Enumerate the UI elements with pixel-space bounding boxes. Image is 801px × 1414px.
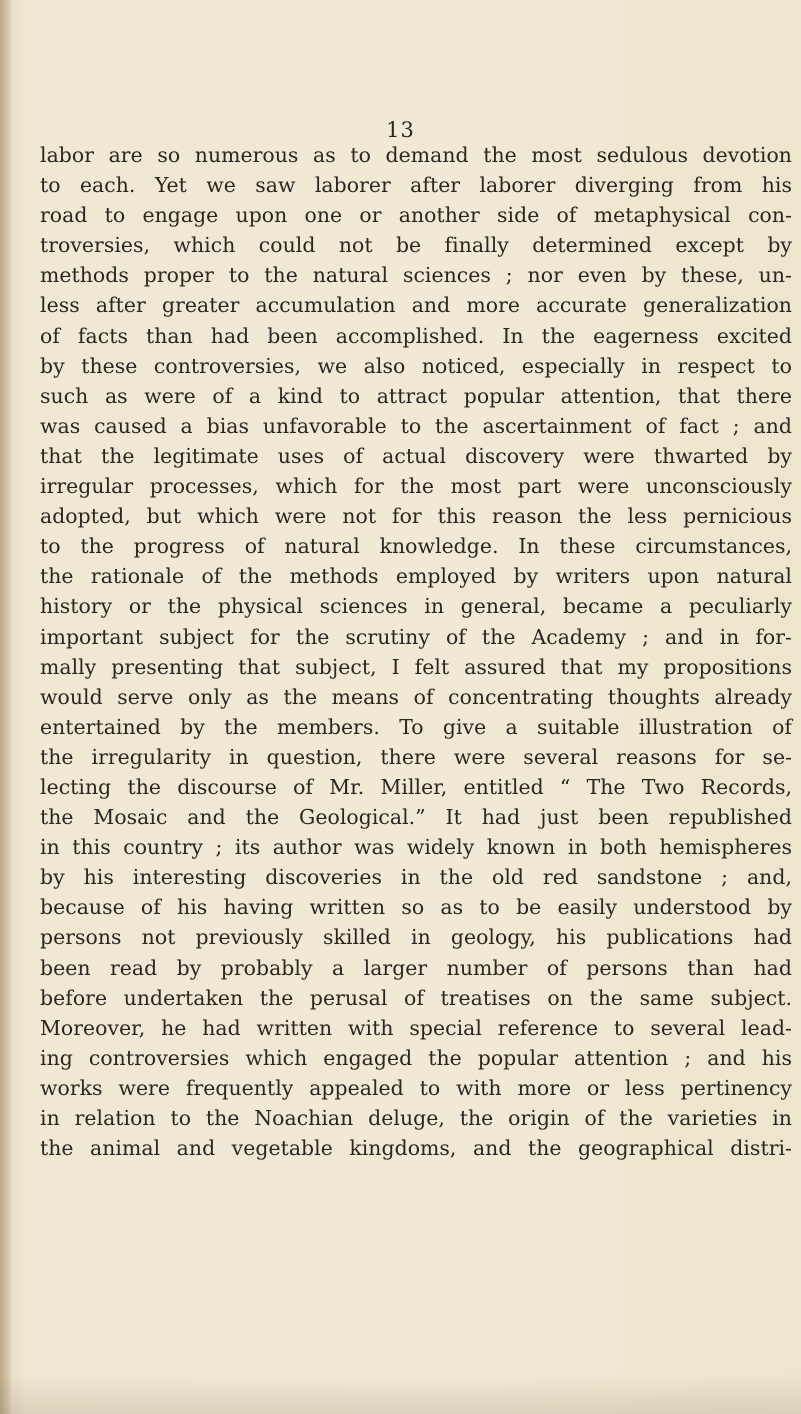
text-line: in relation to the Noachian deluge, the origin of the varieties in [40,1106,792,1130]
text-line: before undertaken the perusal of treatises on the same subject. [40,985,792,1010]
text-line: irregular processes, which for the most part were unconsciously [40,474,792,499]
text-line: of facts than had been accomplished. In the eagerness excited [40,323,792,348]
text-line: methods proper to the natural sciences ; nor even by these, un- [40,263,792,288]
text-line: that the legitimate uses of actual discovery were thwarted by [40,443,792,468]
text-line: persons not previously skilled in geology, his publications had [40,925,792,950]
text-line: the Mosaic and the Geological.” It had just been republished [40,805,792,830]
text-line: the rationale of the methods employed by writers upon natural [40,564,792,589]
text-line: would serve only as the means of concentrating thoughts already [40,684,792,709]
text-line: less after greater accumulation and more accurate generalization [40,293,792,318]
text-line: to each. Yet we saw laborer after laborer diverging from his [40,173,792,198]
text-line: Moreover, he had written with special reference to several lead- [40,1015,792,1040]
text-line: road to engage upon one or another side of metaphysical con- [40,203,792,228]
text-line: ing controversies which engaged the popular attention ; and his [40,1045,792,1070]
text-line: works were frequently appealed to with more or less pertinency [40,1075,792,1100]
page-number: 13 [386,118,415,142]
text-line: by these controversies, we also noticed, especially in respect to [40,353,792,378]
text-line: been read by probably a larger number of persons than had [40,955,792,980]
page-binding-edge [0,0,12,1414]
text-line: history or the physical sciences in general, became a peculiarly [40,594,792,619]
text-line: entertained by the members. To give a suitable illustration of [40,714,792,739]
text-line: lecting the discourse of Mr. Miller, entitled “ The Two Records, [40,774,792,799]
text-line: the irregularity in question, there were several reasons for se- [40,744,792,769]
text-line: adopted, but which were not for this reason the less pernicious [40,504,792,529]
text-line: such as were of a kind to attract popular attention, that there [40,383,792,408]
text-line: was caused a bias unfavorable to the ascertainment of fact ; and [40,413,792,438]
text-line: labor are so numerous as to demand the most sedulous devotion [40,143,792,167]
text-line: important subject for the scrutiny of the Academy ; and in for- [40,624,792,649]
text-line: by his interesting discoveries in the old red sandstone ; and, [40,865,792,890]
body-text [40,140,792,1163]
text-line: to the progress of natural knowledge. In these circumstances, [40,534,792,559]
text-line: in this country ; its author was widely known in both hemispheres [40,835,792,860]
text-line: mally presenting that subject, I felt assured that my propositions [40,654,792,679]
text-line: troversies, which could not be finally determined except by [40,233,792,258]
text-line: because of his having written so as to be easily understood by [40,895,792,920]
text-line: the animal and vegetable kingdoms, and the geographical distri- [40,1136,792,1161]
page-bottom-shadow [0,1374,801,1414]
